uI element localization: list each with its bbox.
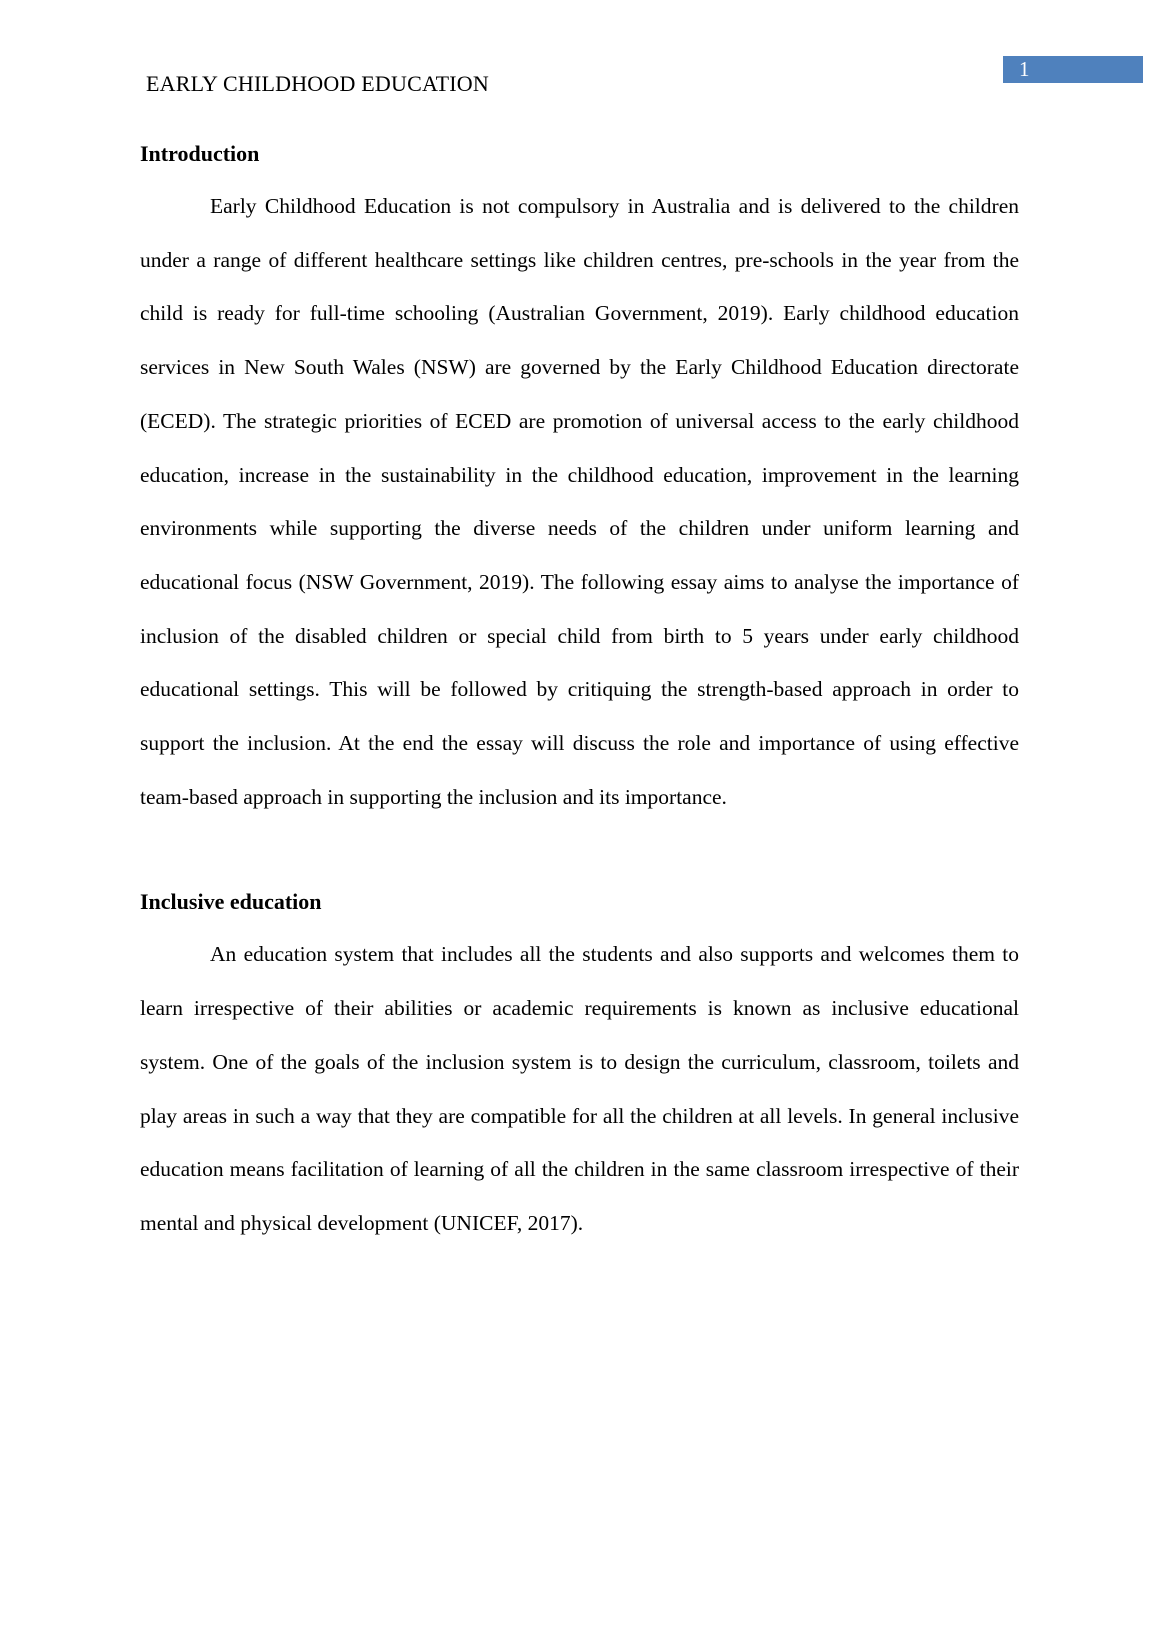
running-header: EARLY CHILDHOOD EDUCATION [146, 71, 489, 96]
paragraph-inclusive-education: An education system that includes all the students and also supports and welcomes them to learn irrespective of their abilities or academic requirements is known as inclusive educational system. One of the goals of the inclusion system is to design the curriculum, classroom, toilets and play areas in such a way that they are compatible for all the children at all levels. In general inclusive education means facilitation of learning of all the children in the same classroom irrespective of their mental and physical development (UNICEF, 2017). [140, 942, 1019, 1235]
section-heading-introduction: Introduction [140, 141, 260, 166]
paragraph-introduction: Early Childhood Education is not compulsory in Australia and is delivered to the children under a range of different healthcare settings like children centres, pre-schools in the year from the child is ready for full-time schooling (Australian Government, 2019). Early childhood education services in New South Wales (NSW) are governed by the Early Childhood Education directorate (ECED). The strategic priorities of ECED are promotion of universal access to the early childhood education, increase in the sustainability in the childhood education, improvement in the learning environments while supporting the diverse needs of the children under uniform learning and educational focus (NSW Government, 2019). The following essay aims to analyse the importance of inclusion of the disabled children or special child from birth to 5 years under early childhood educational settings. This will be followed by critiquing the strength-based approach in order to support the inclusion. At the end the essay will discuss the role and importance of using effective team-based approach in supporting the inclusion and its importance. [140, 194, 1019, 809]
section-heading-inclusive-education: Inclusive education [140, 889, 322, 915]
document-body [140, 136, 1019, 1251]
page-number-badge: 1 [1003, 56, 1143, 83]
